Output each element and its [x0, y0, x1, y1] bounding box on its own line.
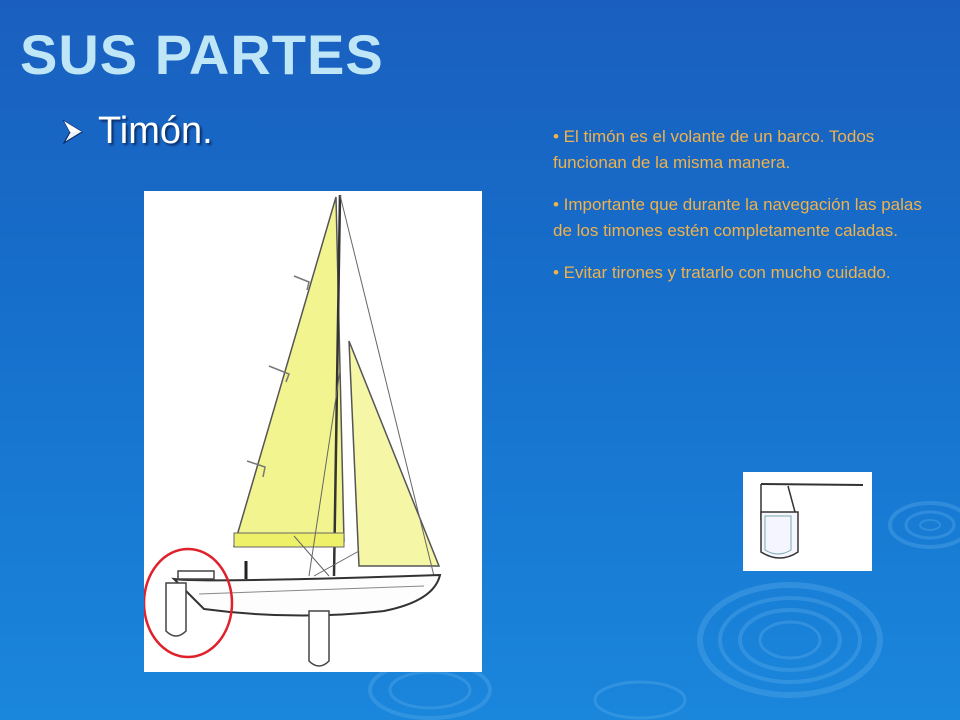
sailboat-drawing	[144, 191, 482, 672]
slide-title: SUS PARTES	[20, 23, 384, 86]
bullet-item: • Importante que durante la navegación las palas de los timones estén completamente caladas.	[553, 195, 922, 240]
arrow-bullet-icon	[60, 118, 88, 146]
rudder-detail-image	[743, 472, 872, 571]
bullet-item: • El timón es el volante de un barco. Todos funcionan de la misma manera.	[553, 127, 875, 172]
bullet-list	[553, 124, 923, 302]
sailboat-image	[144, 191, 482, 672]
section-heading-text: Timón.	[98, 110, 213, 152]
section-heading	[60, 110, 213, 153]
bullet-item: • Evitar tirones y tratarlo con mucho cuidado.	[553, 263, 891, 282]
rudder-detail-drawing	[743, 472, 872, 571]
